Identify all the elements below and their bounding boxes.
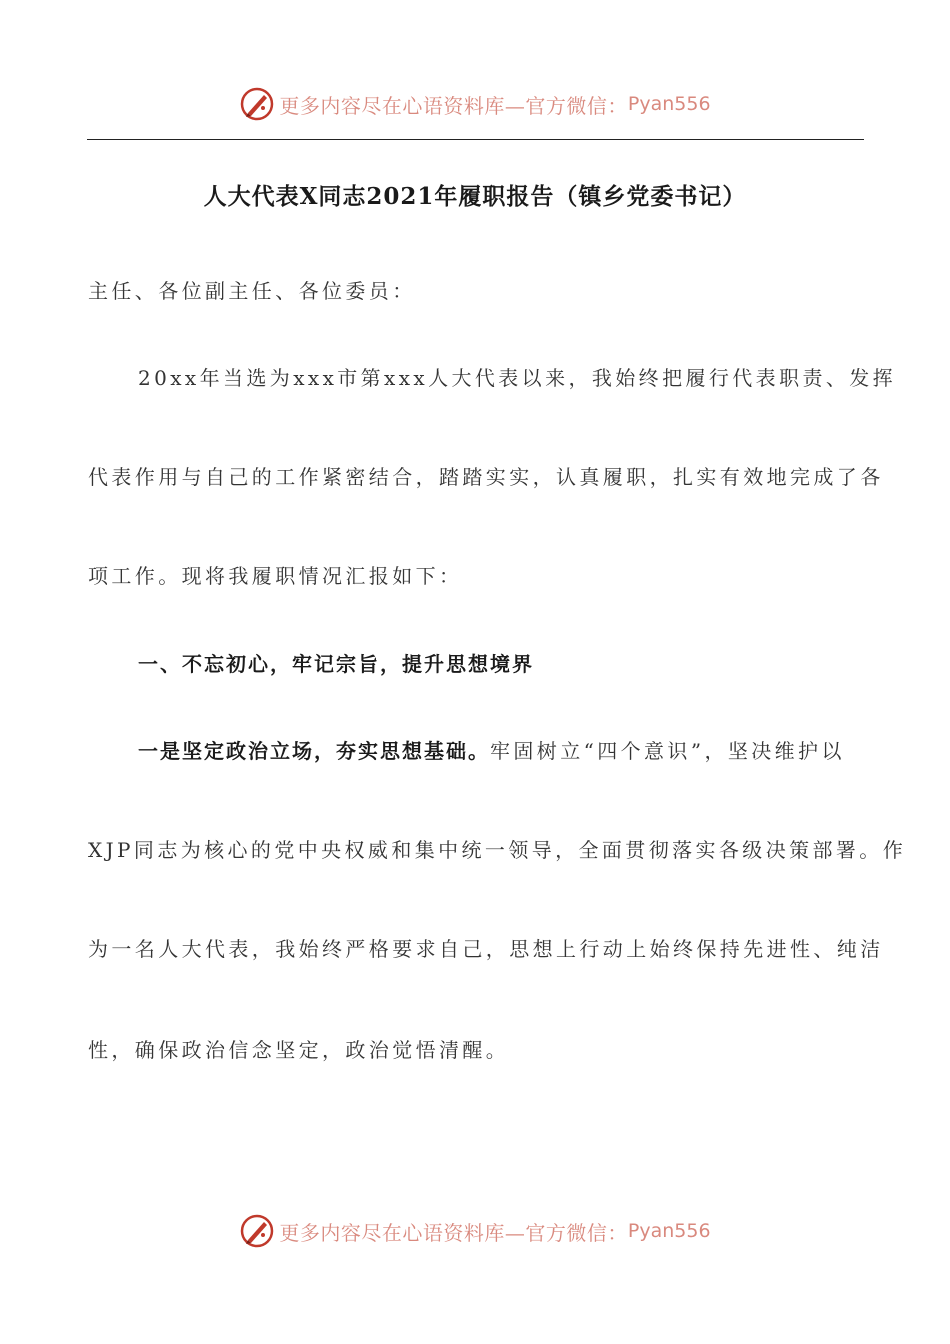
banner-text: 更多内容尽在心语资料库—官方微信： <box>279 1220 628 1245</box>
footer-banner <box>0 1209 950 1253</box>
section-heading-1: 一、不忘初心，牢记宗旨，提升思想境界 <box>138 652 534 676</box>
salutation: 主任、各位副主任、各位委员： <box>88 279 416 303</box>
point1-line-1 <box>138 735 864 764</box>
point1-line-2: XJP同志为核心的党中央权威和集中统一领导，全面贯彻落实各级决策部署。作 <box>88 838 907 862</box>
intro-line-2: 代表作用与自己的工作紧密结合，踏踏实实，认真履职，扎实有效地完成了各 <box>88 465 884 489</box>
document-title: 人大代表X同志2021年履职报告（镇乡党委书记） <box>203 183 747 210</box>
banner-text: 更多内容尽在心语资料库—官方微信： <box>279 93 628 118</box>
intro-line-1: 20xx年当选为xxx市第xxx人大代表以来，我始终把履行代表职责、发挥 <box>138 366 897 390</box>
intro-line-3: 项工作。现将我履职情况汇报如下： <box>88 564 463 588</box>
point1-line-4: 性，确保政治信念坚定，政治觉悟清醒。 <box>88 1038 510 1062</box>
pen-logo-icon <box>239 86 275 122</box>
point1-lead: 一是坚定政治立场，夯实思想基础。 <box>138 739 490 763</box>
header-divider <box>87 139 864 140</box>
header-banner <box>0 82 950 126</box>
banner-handle: Pyan556 <box>627 93 711 115</box>
pen-logo-icon <box>239 1213 275 1249</box>
point1-line-3: 为一名人大代表，我始终严格要求自己，思想上行动上始终保持先进性、纯洁 <box>88 937 884 961</box>
banner-handle: Pyan556 <box>627 1220 711 1242</box>
point1-line1-rest: 牢固树立“四个意识”，坚决维护以 <box>490 739 845 763</box>
